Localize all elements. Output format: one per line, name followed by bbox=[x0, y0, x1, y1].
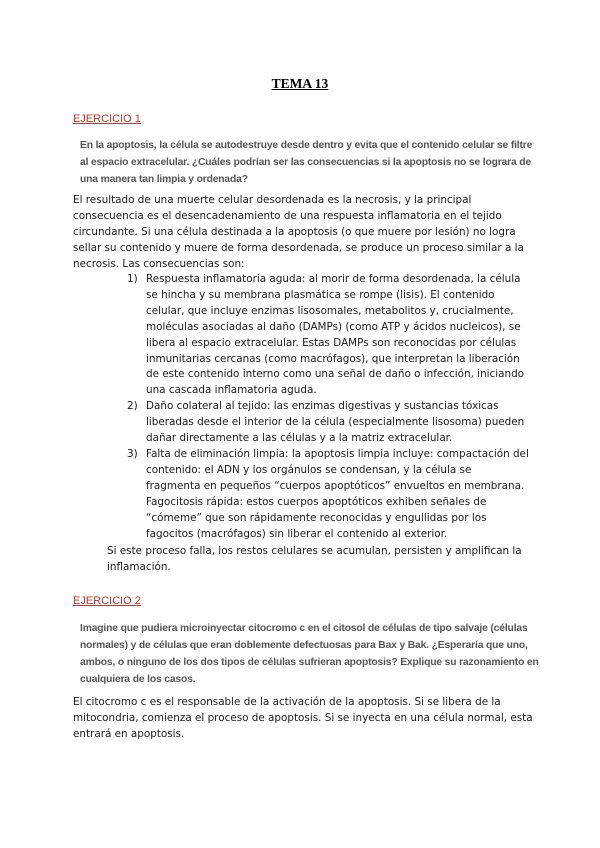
list-item-number: 2) bbox=[127, 400, 138, 413]
list-item bbox=[119, 447, 529, 542]
exercise-2-answer: El citocromo c es el responsable de la activación de la apoptosis. Si se libera de la mitocondria, comienza el proceso de apoptosis. Si se inyecta en una célula normal, esta entrará en apoptosis. bbox=[73, 696, 533, 740]
page-title: TEMA 13 bbox=[271, 76, 329, 91]
list-item-number: 1) bbox=[127, 273, 138, 285]
list-item-text: Falta de eliminación limpia: la apoptosis limpia incluye: compactación del contenido: el ADN y los orgánulos se condensan, y la célula se fragmenta en pequeños “cuerpos apoptóticos” envueltos en membrana. Fagocitosis rápida: estos cuerpos apoptóticos exhiben señales de “cómeme” que son rápidamente reconocidas y engullidas por los fagocitos (macrófagos) sin liberar el contenido al exterior. bbox=[146, 447, 529, 540]
list-item-text: Respuesta inflamatoria aguda: al morir de forma desordenada, la célula se hincha y su membrana plasmática se rompe (lisis). El contenido celular, que incluye enzimas lisosomales, metabolitos y, crucialmente, moléculas asociadas al daño (DAMPs) (como ATP y ácidos nucleicos), se libera al espacio extracelular. Estas DAMPs son reconocidas por células inmunitarias cercanas (como macrófagos), que interpretan la liberación de este contenido interno como una señal de daño o infección, iniciando una cascada inflamatoria aguda. bbox=[146, 273, 525, 397]
exercise-1-question: En la apoptosis, la célula se autodestruye desde dentro y evita que el contenido celular se filtre al espacio extracelular. ¿Cuáles podrían ser las consecuencias si la apoptosis no se lograra de una manera tan limpia y ordenada? bbox=[80, 140, 533, 185]
list-item-text: Daño colateral al tejido: las enzimas digestivas y sustancias tóxicas liberadas desde el interior de la célula (especialmente lisosoma) pueden dañar directamente a las células y a la matriz extracelular. bbox=[146, 400, 525, 445]
list-item-number: 3) bbox=[127, 447, 138, 460]
exercise-2-question: Imagine que pudiera microinyectar citocromo c en el citosol de células de tipo salvaje (células normales) y de células que eran doblemente defectuosas para Bax y Bak. ¿Esperaría que uno, ambos, o ninguno de los dos tipos de células sufrieran apoptosis? Explique su razonamiento en cualquiera de los casos. bbox=[80, 623, 539, 685]
exercise-1-answer-intro: El resultado de una muerte celular desordenada es la necrosis, y la principal consecuencia es el desencadenamiento de una respuesta inflamatoria en el tejido circundante. Si una célula destinada a la apoptosis (o que muere por lesión) no logra sellar su contenido y muere de forma desordenada, se produce un proceso similar a la necrosis. Las consecuencias son: bbox=[73, 194, 524, 270]
consequences-list bbox=[119, 272, 529, 542]
list-item bbox=[119, 399, 529, 447]
exercise-1-label: EJERCICIO 1 bbox=[73, 113, 141, 125]
list-item bbox=[119, 272, 529, 399]
exercise-1-closing: Si este proceso falla, los restos celulares se acumulan, persisten y amplifican la inflamación. bbox=[107, 545, 522, 573]
exercise-2-label: EJERCICIO 2 bbox=[73, 595, 141, 607]
